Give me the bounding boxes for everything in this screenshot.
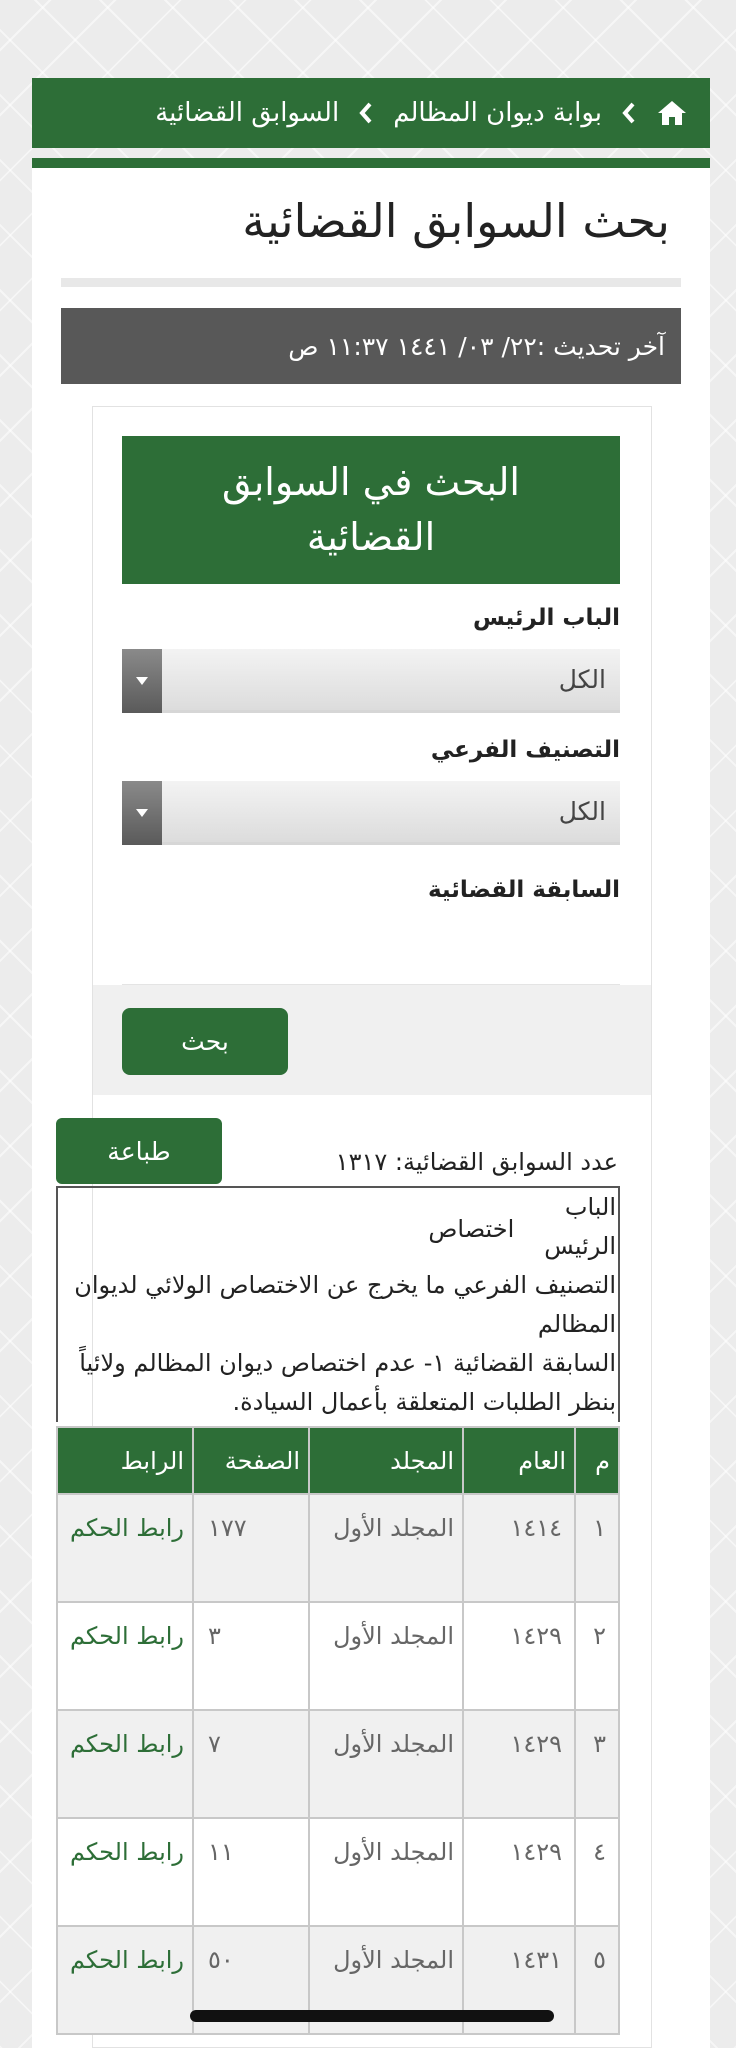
cell-page: ٧ xyxy=(193,1710,309,1818)
dropdown-arrow-icon[interactable] xyxy=(122,781,162,845)
cell-page: ١١ xyxy=(193,1818,309,1926)
print-button[interactable]: طباعة xyxy=(56,1118,222,1184)
cell-year: ١٤١٤ xyxy=(463,1494,575,1602)
judgment-link[interactable]: رابط الحكم xyxy=(57,1494,193,1602)
cell-number: ٥ xyxy=(575,1926,619,2034)
cell-volume: المجلد الأول xyxy=(309,1710,463,1818)
table-row xyxy=(57,1494,619,1602)
cell-number: ٣ xyxy=(575,1710,619,1818)
cell-year: ١٤٢٩ xyxy=(463,1710,575,1818)
precedent-label: السابقة القضائية xyxy=(427,877,620,903)
home-indicator[interactable] xyxy=(190,2010,554,2022)
cell-year: ١٤٢٩ xyxy=(463,1818,575,1926)
col-header-volume: المجلد xyxy=(309,1427,463,1494)
table-row xyxy=(57,1818,619,1926)
sub-class-select[interactable] xyxy=(122,781,620,845)
chevron-left-icon xyxy=(355,101,377,125)
col-header-page: الصفحة xyxy=(193,1427,309,1494)
precedent-details xyxy=(56,1186,620,1422)
last-update-text: آخر تحديث :٢٢/ ٠٣/ ١٤٤١ ١١:٣٧ ص xyxy=(288,331,665,361)
judgment-link[interactable]: رابط الحكم xyxy=(57,1710,193,1818)
detail-key-main-section: الباب الرئيس xyxy=(544,1193,616,1260)
sub-class-label: التصنيف الفرعي xyxy=(430,737,620,763)
detail-value-sub-class: ما يخرج عن الاختصاص الولائي لديوان المظالم xyxy=(74,1271,616,1338)
judgment-link[interactable]: رابط الحكم xyxy=(57,1602,193,1710)
cell-number: ١ xyxy=(575,1494,619,1602)
breadcrumb-bar xyxy=(32,78,710,148)
results-header-row xyxy=(57,1427,619,1494)
page-title: بحث السوابق القضائية xyxy=(242,194,670,248)
detail-key-sub-class: التصنيف الفرعي xyxy=(453,1271,616,1299)
submit-area xyxy=(93,985,651,1095)
cell-number: ٤ xyxy=(575,1818,619,1926)
judgment-link[interactable]: رابط الحكم xyxy=(57,1926,193,2034)
home-icon[interactable] xyxy=(656,97,688,129)
breadcrumb-item-portal[interactable]: بوابة ديوان المظالم xyxy=(393,98,602,128)
cell-volume: المجلد الأول xyxy=(309,1602,463,1710)
cell-page: ٣ xyxy=(193,1602,309,1710)
main-section-value: الكل xyxy=(558,665,606,694)
precedent-input[interactable] xyxy=(122,957,620,987)
cell-year: ١٤٣١ xyxy=(463,1926,575,2034)
cell-page: ٥٠ xyxy=(193,1926,309,2034)
breadcrumb-item-precedents[interactable]: السوابق القضائية xyxy=(155,98,340,128)
table-row xyxy=(57,1602,619,1710)
main-section-select[interactable] xyxy=(122,649,620,713)
header-divider xyxy=(32,158,710,168)
table-row xyxy=(57,1710,619,1818)
sub-class-value: الكل xyxy=(558,797,606,826)
main-content xyxy=(32,168,710,2048)
precedents-count: عدد السوابق القضائية: ١٣١٧ xyxy=(335,1148,618,1176)
col-header-year: العام xyxy=(463,1427,575,1494)
search-button[interactable]: بحث xyxy=(122,1008,288,1075)
cell-number: ٢ xyxy=(575,1602,619,1710)
cell-volume: المجلد الأول xyxy=(309,1926,463,2034)
dropdown-arrow-icon[interactable] xyxy=(122,649,162,713)
detail-value-main-section: اختصاص xyxy=(428,1215,515,1243)
cell-volume: المجلد الأول xyxy=(309,1818,463,1926)
detail-key-precedent: السابقة القضائية xyxy=(452,1349,616,1377)
detail-value-precedent: ١- عدم اختصاص ديوان المظالم ولائياً بنظر الطلبات المتعلقة بأعمال السيادة. xyxy=(79,1349,616,1416)
last-update-bar xyxy=(61,308,681,384)
judgment-link[interactable]: رابط الحكم xyxy=(57,1818,193,1926)
main-section-label: الباب الرئيس xyxy=(472,605,620,631)
chevron-left-icon xyxy=(618,101,640,125)
col-header-number: م xyxy=(575,1427,619,1494)
title-divider xyxy=(61,278,681,287)
cell-volume: المجلد الأول xyxy=(309,1494,463,1602)
col-header-link: الرابط xyxy=(57,1427,193,1494)
cell-year: ١٤٢٩ xyxy=(463,1602,575,1710)
cell-page: ١٧٧ xyxy=(193,1494,309,1602)
results-table xyxy=(56,1426,620,2035)
search-panel-header: البحث في السوابق القضائية xyxy=(122,436,620,584)
